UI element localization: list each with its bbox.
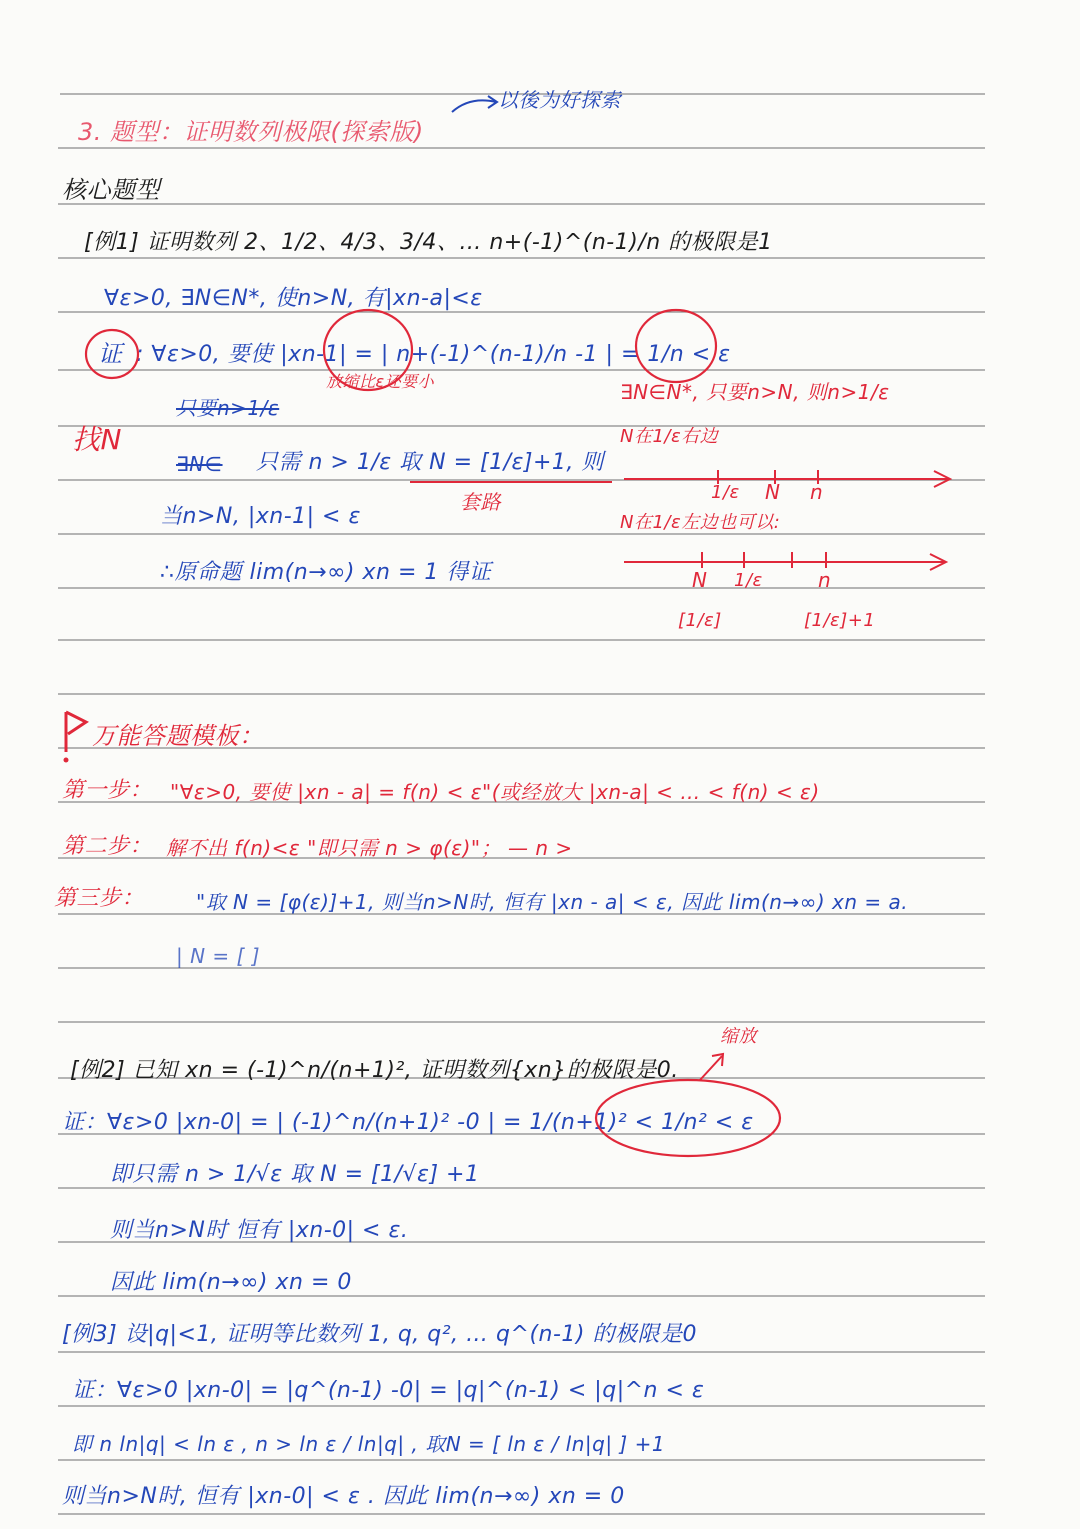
axis2-label-2: 1/ε <box>734 570 763 591</box>
step1-label: 第一步： <box>62 778 153 803</box>
step3-label: 第三步： <box>54 886 145 911</box>
axis2-sub-1: [1/ε] <box>678 610 722 631</box>
right-note-1: ∃N∈N*, 只要n>N, 则n>1/ε <box>620 380 890 404</box>
section-label: 核心题型 <box>62 176 160 204</box>
example2-proof: 证：∀ε>0 |xn-0| = | (-1)^n/(n+1)² -0 | = 1/(n+1)² < 1/n² < ε <box>62 1110 754 1135</box>
example2-line2: 则当n>N时 恒有 |xn-0| < ε. <box>110 1218 409 1243</box>
example2-line3: 因此 lim(n→∞) xn = 0 <box>110 1270 352 1295</box>
step4-text: | N = [ ] <box>176 944 260 968</box>
struck-text: 只要n>1/ε <box>176 396 280 420</box>
limit-definition: ∀ε>0, ∃N∈N*, 使n>N, 有|xn-a|<ε <box>104 286 483 311</box>
right-note-3: N在1/ε左边也可以: <box>620 512 781 533</box>
example2-line1: 即只需 n > 1/√ε 取 N = [1/√ε] +1 <box>110 1162 480 1187</box>
axis2-label-1: N <box>692 568 708 592</box>
example3-line1: 即 n ln|q| < ln ε , n > ln ε / ln|q| , 取N = [ ln ε / ln|q| ] +1 <box>72 1432 666 1456</box>
step2-text: 解不出 f(n)<ε "即只需 n > φ(ε)"； — n > <box>166 836 573 860</box>
axis1-label-3: n <box>810 480 824 504</box>
routine-note: 套路 <box>460 490 501 514</box>
template-title: 万能答题模板： <box>92 722 264 750</box>
step3-text: "取 N = [φ(ε)]+1, 则当n>N时, 恒有 |xn - a| < ε, 因此 lim(n→∞) xn = a. <box>196 890 909 914</box>
example1-line2: 当n>N, |xn-1| < ε <box>160 504 361 529</box>
axis1-label-2: N <box>765 480 781 504</box>
axis1-label-1: 1/ε <box>711 482 740 503</box>
page-title: 3. 题型：证明数列极限(探索版) <box>78 118 424 146</box>
example1-proof: : ∀ε>0, 要使 |xn-1| = | n+(-1)^(n-1)/n -1 | = 1/n < ε <box>136 342 731 367</box>
circled-note: 放缩比ε还要小 <box>326 372 435 391</box>
example3-problem: [例3] 设|q|<1, 证明等比数列 1, q, q², … q^(n-1) 的极限是0 <box>62 1322 697 1347</box>
example1-problem: [例1] 证明数列 2、1/2、4/3、3/4、… n+(-1)^(n-1)/n 的极限是1 <box>84 230 773 255</box>
example3-proof: 证：∀ε>0 |xn-0| = |q^(n-1) -0| = |q|^(n-1) < |q|^n < ε <box>72 1378 705 1403</box>
example1-line3: ∴原命题 lim(n→∞) xn = 1 得证 <box>160 560 492 585</box>
struck-exists: ∃N∈ <box>176 452 223 476</box>
axis2-label-3: n <box>818 568 832 592</box>
right-note-2: N在1/ε右边 <box>620 426 719 447</box>
title-side-note: 以後为好探索 <box>498 88 621 112</box>
proof-label: 证 <box>98 340 123 368</box>
find-n-label: 找N <box>72 423 122 456</box>
example3-line2: 则当n>N时, 恒有 |xn-0| < ε . 因此 lim(n→∞) xn = 0 <box>62 1484 625 1509</box>
step1-text: "∀ε>0, 要使 |xn - a| = f(n) < ε"(或经放大 |xn-a| < … < f(n) < ε) <box>170 780 820 804</box>
axis2-sub-2: [1/ε]+1 <box>804 610 876 631</box>
example2-problem: [例2] 已知 xn = (-1)^n/(n+1)², 证明数列{xn}的极限是0. <box>70 1058 679 1083</box>
example1-line1: 只需 n > 1/ε 取 N = [1/ε]+1, 则 <box>256 450 604 475</box>
example2-note: 缩放 <box>720 1026 757 1047</box>
step2-label: 第二步： <box>62 834 153 859</box>
